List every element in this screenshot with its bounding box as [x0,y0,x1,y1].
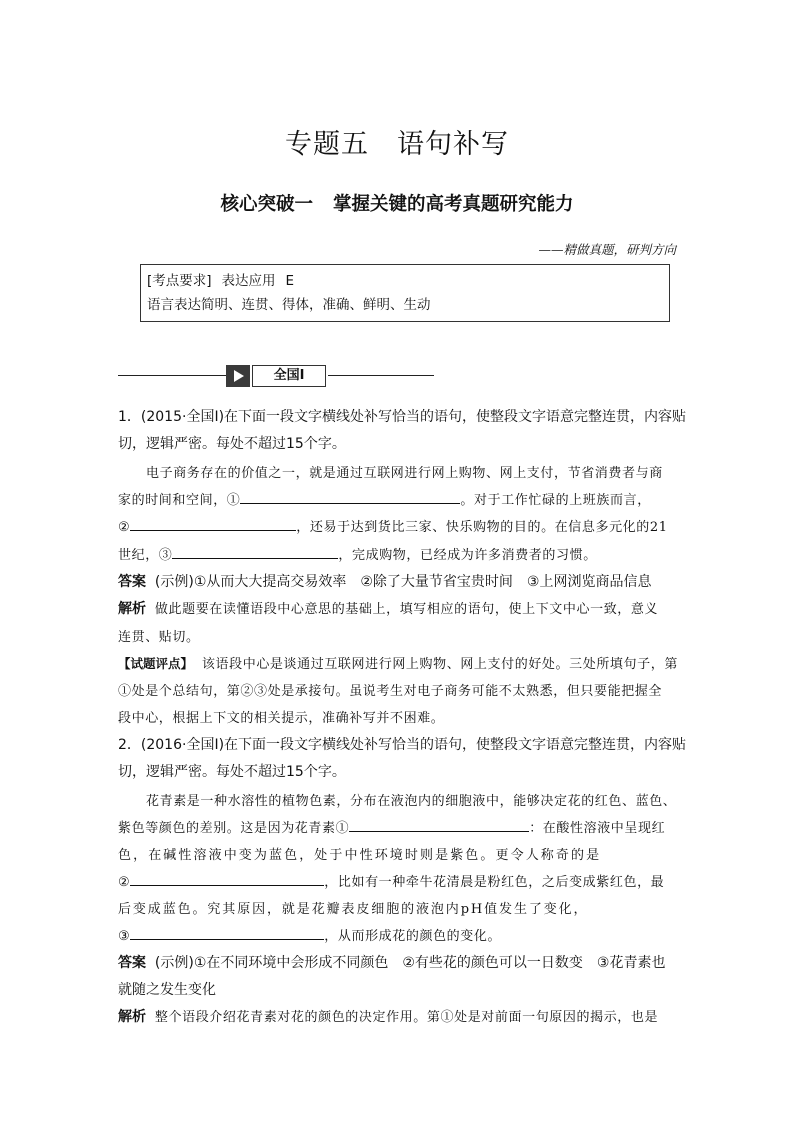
requirements-level: E [285,273,295,289]
divider-line [118,375,226,376]
q2-answer: 答案 (示例)①在不同环境中会形成不同颜色 ②有些花的颜色可以一日数变 ③花青素也 [118,955,666,971]
q2-passage-line: 花青素是一种水溶性的植物色素，分布在液泡内的细胞液中，能够决定花的红色、蓝色、 [146,794,677,809]
q1-answer: 答案 (示例)①从而大大提高交易效率 ②除了大量节省宝贵时间 ③上网浏览商品信息 [118,574,652,590]
q2-passage-line: ② ，比如有一种牵牛花清晨是粉红色，之后变成紫红色，最 [118,871,664,890]
blank-2 [130,516,296,531]
q1-comment-cont: 段中心，根据上下文的相关提示，准确补写并不困难。 [118,711,445,726]
q2-analysis: 解析 整个语段介绍花青素对花的颜色的决定作用。第①处是对前面一句原因的揭示，也是 [118,1009,659,1025]
q1-passage-line: 电子商务存在的价值之一，就是通过互联网进行网上购物、网上支付，节省消费者与商 [146,466,663,481]
q2-passage-line: 紫色等颜色的差别。这是因为花青素① ：在酸性溶液中呈现红 [118,817,665,836]
q1-analysis-cont: 连贯、贴切。 [118,630,200,645]
q1-passage-line: 世纪，③ ，完成购物，已经成为许多消费者的习惯。 [118,544,597,563]
q1-comment-cont: ①处是个总结句，第②③处是承接句。虽说考生对电子商务可能不太熟悉，但只要能把握全 [118,684,663,699]
play-triangle-icon [226,365,250,387]
blank-1 [349,817,529,832]
blank-1 [240,489,460,504]
q1-analysis: 解析 做此题要在读懂语段中心意思的基础上，填写相应的语句，使上下文中心一致，意义 [118,601,659,617]
requirements-box [140,264,670,322]
q1-prompt-cont: 切，逻辑严密。每处不超过15个字。 [118,436,346,452]
q2-passage-line: 色，在碱性溶液中变为蓝色，处于中性环境时则是紫色。更令人称奇的是 [118,848,602,863]
q1-prompt: 1．(2015·全国Ⅰ)在下面一段文字横线处补写恰当的语句，使整段文字语意完整连贯，内容贴 [118,409,687,425]
q2-prompt-cont: 切，逻辑严密。每处不超过15个字。 [118,764,346,780]
q2-passage-line: ③ ，从而形成花的颜色的变化。 [118,925,501,944]
blank-2 [130,871,324,886]
divider-line [328,375,434,376]
motto: ——精做真题，研判方向 [538,242,676,257]
page-title: 专题五 语句补写 [285,129,509,160]
requirements-category: 表达应用 [221,273,276,289]
q1-passage-line: 家的时间和空间，① 。对于工作忙碌的上班族而言， [118,489,651,508]
blank-3 [172,544,338,559]
section-header [118,363,436,389]
requirements-detail: 语言表达简明、连贯、得体，准确、鲜明、生动 [147,297,431,313]
q1-passage-line: ② ，还易于达到货比三家、快乐购物的目的。在信息多元化的21 [118,516,668,535]
q2-answer-cont: 就随之发生变化 [118,982,216,998]
section-subtitle: 核心突破一 掌握关键的高考真题研究能力 [220,194,574,215]
blank-3 [130,925,324,940]
requirements-label: [考点要求] [147,273,212,289]
q2-prompt: 2．(2016·全国Ⅰ)在下面一段文字横线处补写恰当的语句，使整段文字语意完整连贯，内容贴 [118,737,687,753]
q1-comment: 【试题评点】 该语段中心是谈通过互联网进行网上购物、网上支付的好处。三处所填句子，第 [118,656,678,672]
q2-passage-line: 后变成蓝色。究其原因，就是花瓣表皮细胞的液泡内pH值发生了变化， [118,902,589,917]
section-label: 全国Ⅰ [252,365,326,387]
